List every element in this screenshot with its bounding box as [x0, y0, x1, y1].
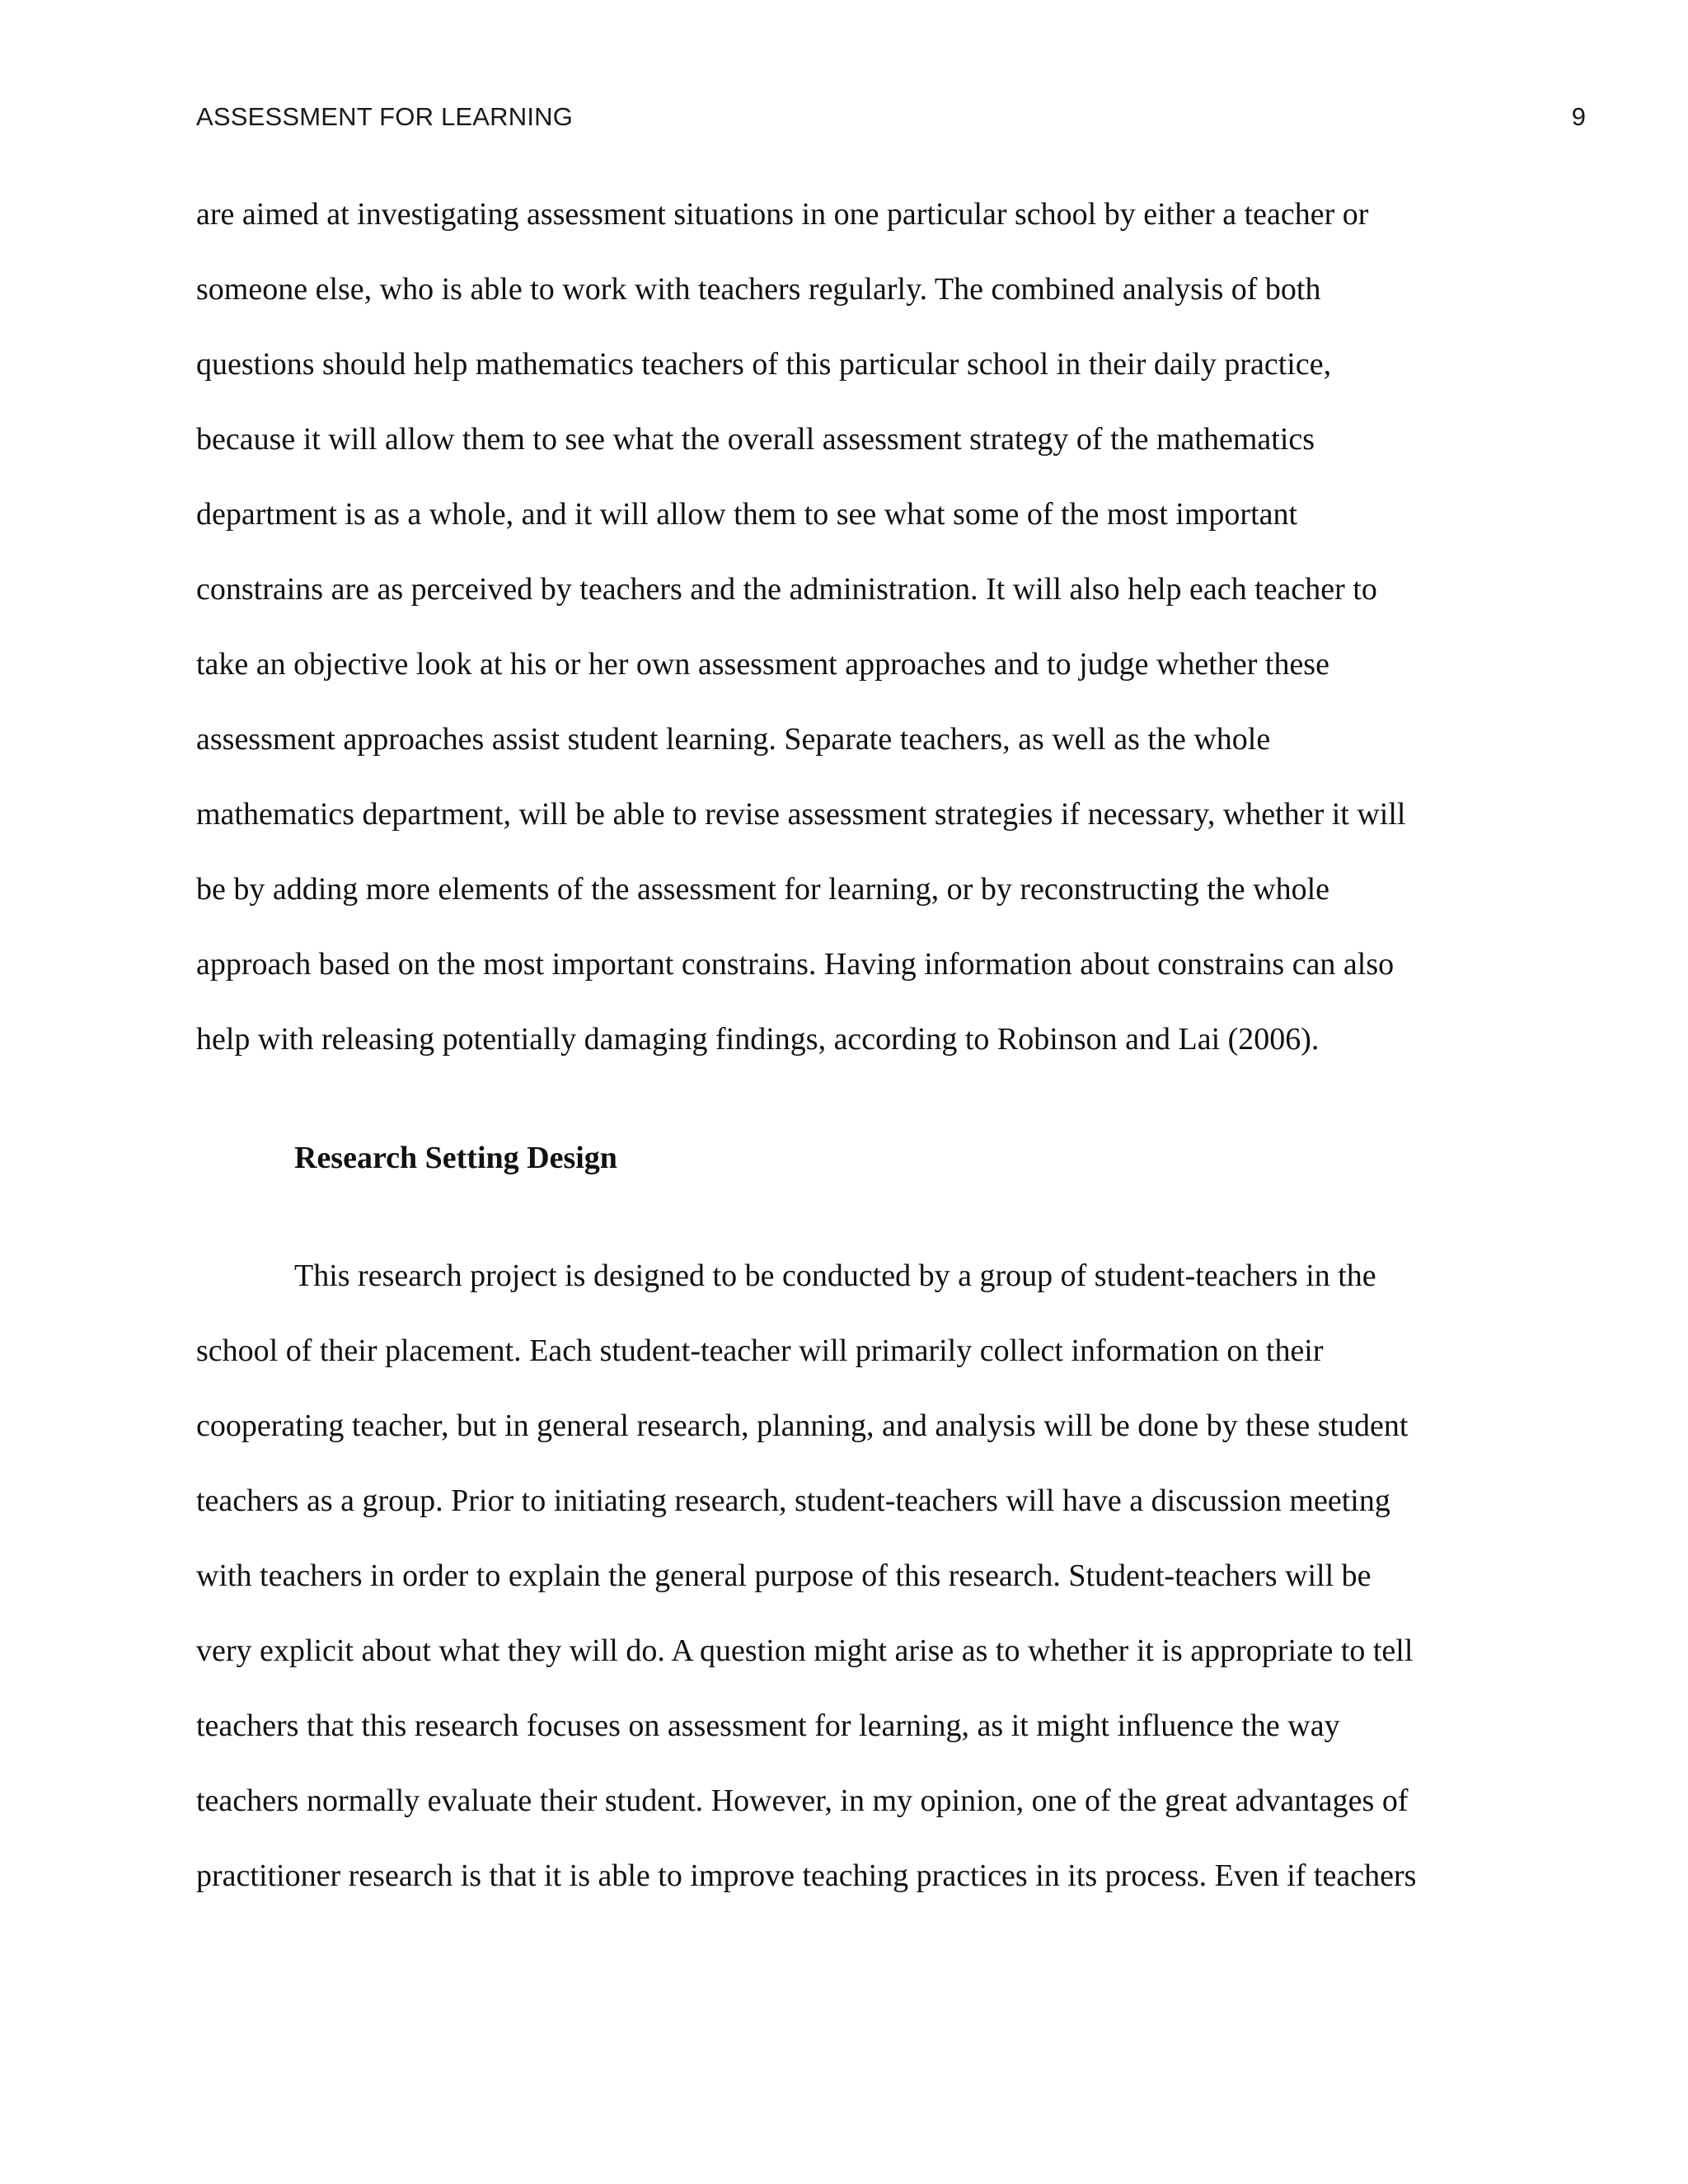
paragraph-line: school of their placement. Each student-teacher will primarily collect information on their	[196, 1333, 1324, 1368]
paragraph-line: because it will allow them to see what the overall assessment strategy of the mathematics	[196, 422, 1315, 457]
paragraph-line: be by adding more elements of the assessment for learning, or by reconstructing the whole	[196, 872, 1329, 907]
running-head: ASSESSMENT FOR LEARNING	[196, 102, 574, 131]
paragraph-line: department is as a whole, and it will allow them to see what some of the most important	[196, 497, 1298, 532]
paragraph-line: assessment approaches assist student learning. Separate teachers, as well as the whole	[196, 722, 1271, 757]
page-number: 9	[1571, 102, 1586, 131]
paragraph-line: help with releasing potentially damaging findings, according to Robinson and Lai (2006).	[196, 1022, 1320, 1057]
section-heading: Research Setting Design	[294, 1141, 617, 1175]
paragraph-line: very explicit about what they will do. A question might arise as to whether it is appropriate to tell	[196, 1633, 1414, 1668]
paragraph-line: This research project is designed to be conducted by a group of student-teachers in the	[294, 1258, 1376, 1293]
paragraph-line: cooperating teacher, but in general research, planning, and analysis will be done by these student	[196, 1408, 1409, 1443]
paragraph-line: constrains are as perceived by teachers and the administration. It will also help each teacher to	[196, 572, 1377, 607]
paragraph-line: questions should help mathematics teachers of this particular school in their daily practice,	[196, 347, 1332, 382]
paragraph-line: someone else, who is able to work with teachers regularly. The combined analysis of both	[196, 272, 1321, 307]
paragraph-line: teachers as a group. Prior to initiating research, student-teachers will have a discussion meeting	[196, 1483, 1390, 1518]
paragraph-line: teachers normally evaluate their student. However, in my opinion, one of the great advantages of	[196, 1783, 1409, 1818]
paragraph-line: mathematics department, will be able to revise assessment strategies if necessary, whether it will	[196, 797, 1406, 832]
paragraph-line: teachers that this research focuses on assessment for learning, as it might influence the way	[196, 1708, 1340, 1743]
paragraph-line: are aimed at investigating assessment situations in one particular school by either a teacher or	[196, 197, 1369, 232]
paragraph-line: take an objective look at his or her own assessment approaches and to judge whether these	[196, 647, 1329, 682]
paragraph-line: approach based on the most important constrains. Having information about constrains can also	[196, 947, 1395, 982]
paragraph-line: with teachers in order to explain the general purpose of this research. Student-teachers will be	[196, 1558, 1372, 1593]
paragraph-line: practitioner research is that it is able to improve teaching practices in its process. Even if teachers	[196, 1858, 1417, 1893]
